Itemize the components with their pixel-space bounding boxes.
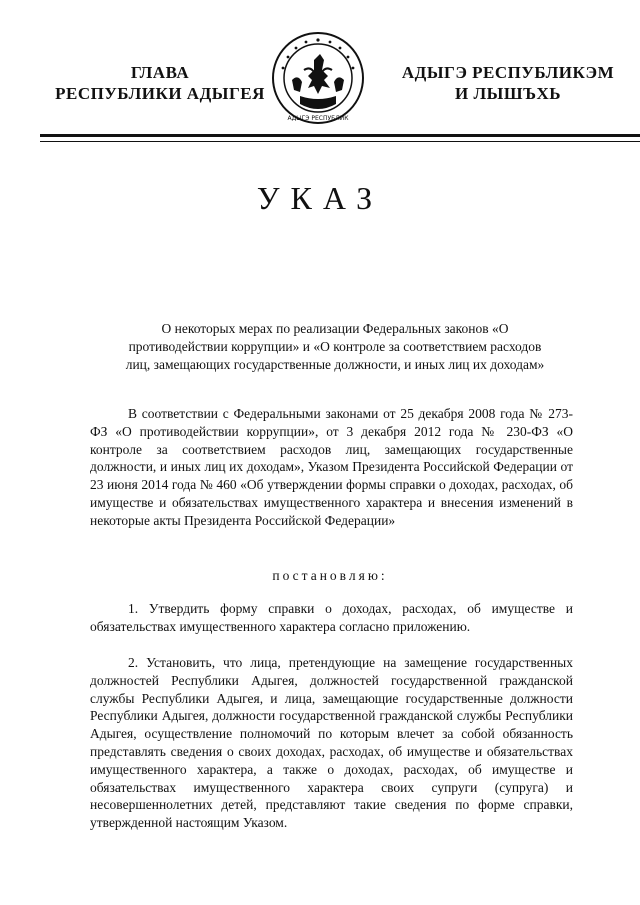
issuer-title-russian — [40, 62, 280, 104]
issuer-title-russian-line2: РЕСПУБЛИКИ АДЫГЕЯ — [55, 84, 265, 103]
header-rule-thick — [40, 134, 640, 137]
decree-word: постановляю: — [272, 568, 388, 583]
document-title: УКАЗ — [256, 180, 384, 216]
preamble-paragraph: В соответствии с Федеральными законами от 25 декабря 2008 года № 273-ФЗ «О противодействии коррупции», от 3 декабря 2012 года № 230-ФЗ «О контроле за соответствием расходов лиц, замещающих государственные должности, и иных лиц их доходам», Указом Президента Российской Федерации от 23 июня 2014 года № 460 «Об утверждении формы справки о доходах, расходах, об имуществе и обязательствах имущественного характера и внесения изменений в некоторые акты Президента Российской Федерации» — [90, 406, 573, 528]
emblem-ribbon-text: АДЫГЭ РЕСПУБЛИК — [287, 115, 349, 122]
item-1-paragraph: 1. Утвердить форму справки о доходах, расходах, об имуществе и обязательствах имущественного характера согласно приложению. — [90, 601, 573, 634]
issuer-title-russian-line1: ГЛАВА — [130, 63, 190, 82]
document-subject: О некоторых мерах по реализации Федеральных законов «О противодействии коррупции» и «О контроле за соответствием расходов лиц, замещающих государственные должности, и иных лиц их доходам» — [125, 321, 545, 372]
issuer-title-adyghe — [378, 62, 638, 104]
coat-of-arms-emblem — [270, 30, 366, 126]
issuer-title-adyghe-line1: АДЫГЭ РЕСПУБЛИКЭМ — [401, 63, 615, 82]
header-rule-thin — [40, 141, 640, 142]
item-2-paragraph: 2. Установить, что лица, претендующие на замещение государственных должностей Республики Адыгея, должностей государственной гражданской службы Республики Адыгея, и лица, замещающие государственные должности Республики Адыгея, должности государственной гражданской службы Республики Адыгея, осуществление полномочий по которым влечет за собой обязанность представлять сведения о своих доходах, расходах, об имуществе и обязательствах имущественного характера, а также о доходах, расходах, об имуществе и обязательствах имущественного характера своих супруги (супруга) и несовершеннолетних детей, представляют такие сведения по форме справки, утвержденной настоящим Указом. — [90, 655, 573, 831]
issuer-title-adyghe-line2: И ЛЫШЪХЬ — [454, 84, 562, 103]
